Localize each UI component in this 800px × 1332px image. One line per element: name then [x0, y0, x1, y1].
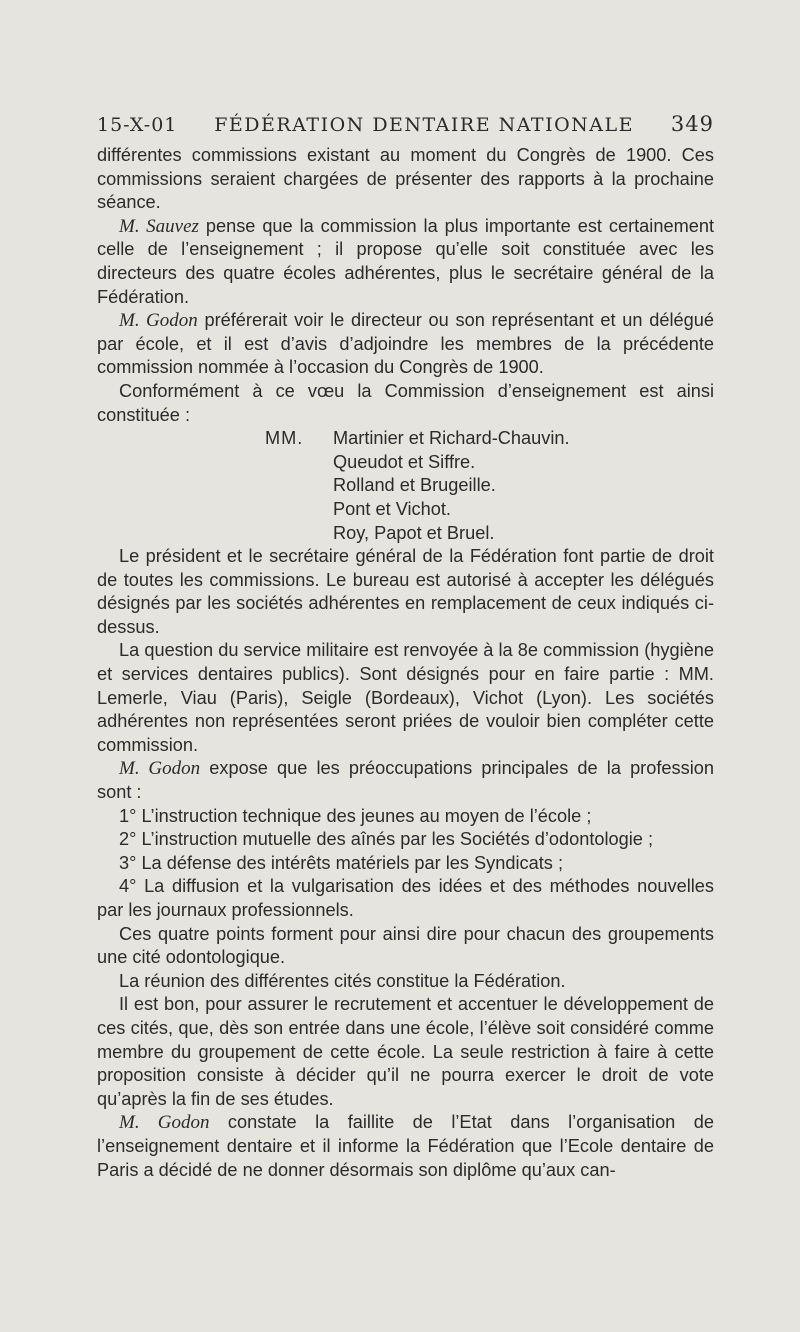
list-item: 4° La diffusion et la vulgarisation des idées et des méthodes nouvelles par les journaux professionnels. [97, 876, 714, 920]
page-header [97, 112, 714, 136]
list-item [265, 451, 714, 475]
member-names: Queudot et Siffre. [333, 451, 476, 472]
paragraph-5: Le président et le secrétaire général de la Fédération font partie de droit de toutes les commissions. Le bureau est autorisé à accepter les délégués désignés par les sociétés adhérentes en remplacement de ceux indiqués ci-dessus. [97, 546, 714, 637]
members-prefix: MM. [265, 428, 304, 449]
paragraph-9: La réunion des différentes cités constitue la Fédération. [119, 970, 566, 991]
running-title: FÉDÉRATION DENTAIRE NATIONALE [214, 114, 635, 136]
paragraph-text: préférerait voir le directeur ou son représentant et un délégué par école, et il est d’avis d’adjoindre les membres de la précédente commission nommée à l’occasion du Congrès de 1900. [97, 310, 714, 378]
paragraph-2 [97, 215, 714, 309]
list-item [265, 474, 714, 498]
list-item: 3° La défense des intérêts matériels par les Syndicats ; [119, 852, 564, 873]
speaker-name: M. Godon [119, 758, 201, 780]
paragraph-7 [97, 757, 714, 804]
body-text [97, 144, 714, 1182]
list-item [265, 498, 714, 522]
numbered-points-list [97, 805, 714, 923]
paragraph-8: Ces quatre points forment pour ainsi dire pour chacun des groupements une cité odontologique. [97, 923, 714, 968]
paragraph-text: constate la faillite de l’Etat dans l’organisation de l’enseignement dentaire et il informe la Fédération que l’Ecole dentaire de Paris a décidé de ne donner désormais son diplôme qu’aux can- [97, 1112, 714, 1180]
member-names: Pont et Vichot. [333, 498, 451, 519]
paragraph-10: Il est bon, pour assurer le recrutement et accentuer le développement de ces cités, que, dès son entrée dans une école, l’élève soit considéré comme membre du groupement de cette école. La seule restriction à faire à cette proposition consiste à décider qu’il ne pourra exercer le droit de vote qu’après la fin de ses études. [97, 994, 714, 1109]
paragraph-4: Conformément à ce vœu la Commission d’enseignement est ainsi constituée : [97, 380, 714, 425]
paragraph-6: La question du service militaire est renvoyée à la 8e commission (hygiène et services dentaires publics). Sont désignés pour en faire partie : MM. Lemerle, Viau (Paris), Seigle (Bordeaux), Vichot (Lyon). Les sociétés adhérentes non représentées seront priées de vouloir bien compléter cette commission. [97, 640, 714, 755]
speaker-name: M. Godon [119, 310, 198, 332]
member-names: Rolland et Brugeille. [333, 475, 496, 496]
list-item [265, 427, 714, 451]
page-number: 349 [670, 112, 714, 136]
speaker-name: M. Sauvez [119, 215, 199, 237]
header-date: 15-X-01 [97, 114, 178, 136]
list-item [265, 522, 714, 546]
paragraph-text: pense que la commission la plus importante est certainement celle de l’enseignement ; il propose qu’elle soit constituée avec les directeurs des quatre écoles adhérentes, plus le secrétaire général de la Fédération. [97, 215, 715, 307]
list-item: 2° L’instruction mutuelle des aînés par les Sociétés d’odontologie ; [119, 829, 654, 850]
commission-members-list [265, 427, 714, 545]
member-names: Roy, Papot et Bruel. [333, 522, 495, 543]
member-names: Martinier et Richard-Chauvin. [333, 428, 570, 449]
speaker-name: M. Godon [119, 1112, 210, 1134]
paragraph-1: différentes commissions existant au moment du Congrès de 1900. Ces commissions seraient chargées de présenter des rapports à la prochaine séance. [97, 145, 714, 213]
paragraph-11 [97, 1111, 714, 1182]
paragraph-3 [97, 309, 714, 380]
paragraph-text: expose que les préoccupations principales de la profession sont : [97, 758, 714, 803]
list-item: 1° L’instruction technique des jeunes au moyen de l’école ; [119, 805, 592, 826]
